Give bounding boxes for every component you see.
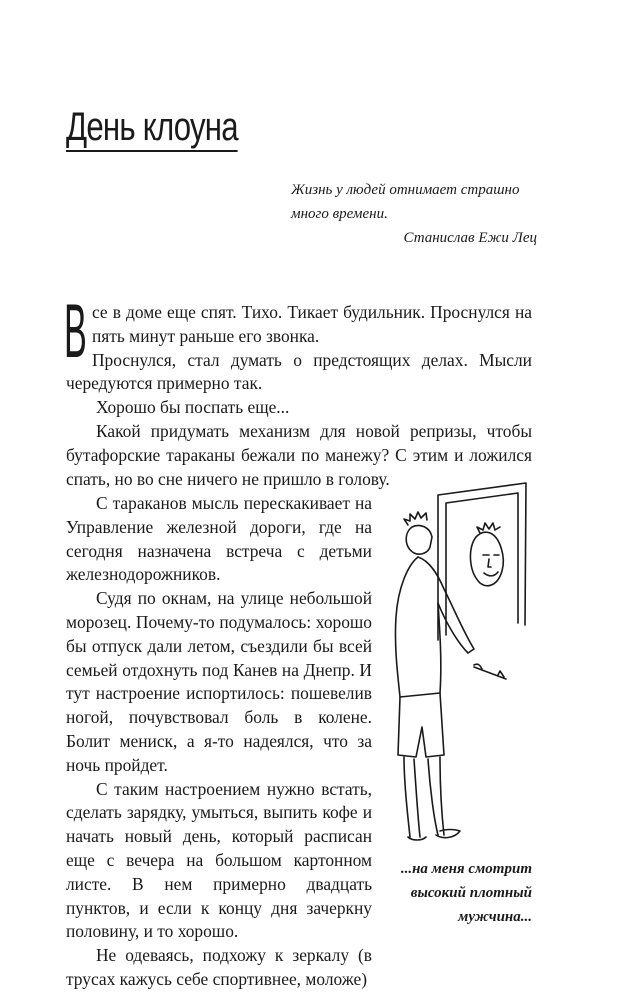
paragraph-3: Хорошо бы поспать еще... (96, 397, 290, 418)
body-text-full-width (64, 289, 532, 491)
chapter-title: День клоуна (66, 106, 238, 152)
man-shorts (398, 693, 444, 757)
paragraph-7: С таким настроением нужно встать, сделать зарядку, умыться, выпить кофе и начать новый день, который расписан еще с вечера на большом картонном листе. В нем примерно двадцать пунктов, и если к концу дня зачеркну половину, и то хорошо. (66, 778, 372, 942)
paragraph-8: Не одеваясь, подхожу к зеркалу (в трусах кажусь себе спортивнее, моложе) (66, 945, 372, 989)
paragraph-1-text: се в доме еще спят. Тихо. Тикает будильник. Проснулся на пять минут раньше его звонка. (92, 302, 532, 346)
man-head (404, 512, 432, 554)
paragraph-2: Проснулся, стал думать о предстоящих делах. Мысли чередуются примерно так. (66, 349, 532, 394)
toothbrush (474, 664, 506, 679)
paragraph-6: Судя по окнам, на улице небольшой морозец. Почему-то подумалось: хорошо бы отпуск дали летом, съездили бы всей семьей отдохнуть под Канев на Днепр. И тут настроение испортилось: пошевелив ногой, почувствовал боль в колене. Болит мениск, а я-то надеялся, что за ночь пройдет. (66, 588, 372, 775)
clown-mirror-illustration (388, 475, 532, 855)
man-torso (395, 557, 474, 697)
epigraph (291, 178, 537, 250)
paragraph-4: Какой придумать механизм для новой репризы, чтобы бутафорские тараканы бежали по манежу? С этим и ложился спать, но во сне ничего не пришло в голову. (66, 420, 532, 489)
mirror-frame (438, 483, 526, 640)
mirror-reflection (470, 523, 503, 586)
paragraph-5: С тараканов мысль перескакивает на Управление железной дороги, где на сегодня назначена встреча с детьми железнодорожников. (66, 493, 372, 585)
drop-cap: В (64, 289, 87, 374)
illustration-caption: ...на меня смотрит высокий плотный мужчина... (400, 861, 532, 925)
epigraph-text: Жизнь у людей отнимает страшно много времени. (291, 182, 520, 222)
man-feet (408, 830, 460, 841)
man-legs (404, 757, 444, 837)
body-text-column (66, 492, 372, 992)
epigraph-author: Станислав Ежи Лец (403, 230, 537, 246)
